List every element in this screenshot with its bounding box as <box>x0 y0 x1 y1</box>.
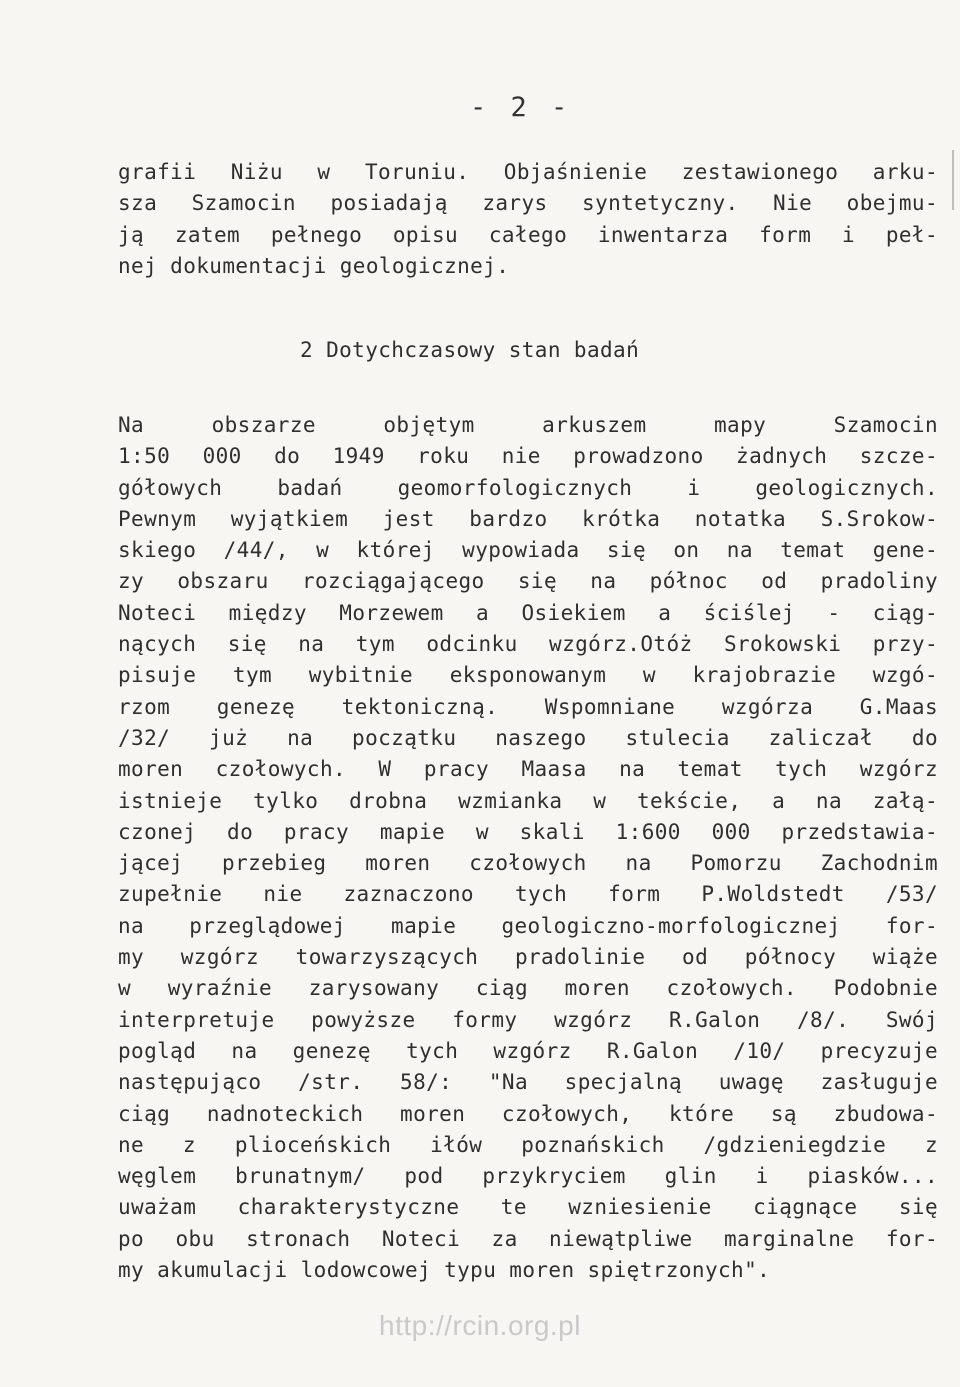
text-line: zy obszaru rozciągającego się na północ od pradoliny <box>118 569 938 594</box>
text-line: /32/ już na początku naszego stulecia zaliczał do <box>118 725 938 750</box>
text-line: ne z plioceńskich iłów poznańskich /gdzieniegdzie z <box>118 1132 938 1157</box>
text-line: czonej do pracy mapie w skali 1:600 000 przedstawia- <box>118 819 938 844</box>
intro-paragraph <box>118 157 938 282</box>
text-line: uważam charakterystyczne te wzniesienie ciągnące się <box>118 1195 938 1220</box>
text-line: ją zatem pełnego opisu całego inwentarza form i peł- <box>118 222 938 247</box>
text-line: my akumulacji lodowcowej typu moren spiętrzonych". <box>118 1258 771 1283</box>
text-line: gółowych badań geomorfologicznych i geologicznych. <box>118 475 938 500</box>
text-line: na przeglądowej mapie geologiczno-morfologicznej for- <box>118 913 938 938</box>
page-number: - 2 - <box>470 92 572 123</box>
text-line: pogląd na genezę tych wzgórz R.Galon /10/ precyzuje <box>118 1038 938 1063</box>
text-line: Na obszarze objętym arkuszem mapy Szamocin <box>118 413 938 437</box>
text-line: moren czołowych. W pracy Maasa na temat tych wzgórz <box>118 757 938 782</box>
text-line: rzom genezę tektoniczną. Wspomniane wzgórza G.Maas <box>118 694 938 719</box>
text-line: grafii Niżu w Toruniu. Objaśnienie zestawionego arku- <box>118 160 938 184</box>
text-line: skiego /44/, w której wypowiada się on na temat gene- <box>118 538 938 563</box>
text-line: Pewnym wyjątkiem jest bardzo krótka notatka S.Srokow- <box>118 506 938 531</box>
text-line: sza Szamocin posiadają zarys syntetyczny. Nie obejmu- <box>118 191 938 216</box>
text-line: następująco /str. 58/: "Na specjalną uwagę zasługuje <box>118 1070 938 1095</box>
text-line: węglem brunatnym/ pod przykryciem glin i piasków... <box>118 1164 938 1189</box>
text-line: zupełnie nie zaznaczono tych form P.Woldstedt /53/ <box>118 882 938 907</box>
text-line: my wzgórz towarzyszących pradolinie od północy wiąże <box>118 945 938 970</box>
text-line: jącej przebieg moren czołowych na Pomorzu Zachodnim <box>118 851 938 876</box>
text-line: ciąg nadnoteckich moren czołowych, które są zbudowa- <box>118 1101 938 1126</box>
text-line: pisuje tym wybitnie eksponowanym w krajobrazie wzgó- <box>118 663 938 688</box>
text-line: istnieje tylko drobna wzmianka w tekście, a na załą- <box>118 788 938 813</box>
body-paragraph <box>118 410 938 1286</box>
text-line: w wyraźnie zarysowany ciąg moren czołowych. Podobnie <box>118 976 938 1001</box>
text-line: nących się na tym odcinku wzgórz.Otóż Srokowski przy- <box>118 632 938 657</box>
page-edge-mark <box>952 150 954 210</box>
text-line: interpretuje powyższe formy wzgórz R.Galon /8/. Swój <box>118 1007 938 1032</box>
source-watermark: http://rcin.org.pl <box>379 1310 581 1341</box>
text-line: po obu stronach Noteci za niewątpliwe marginalne for- <box>118 1226 938 1251</box>
section-heading: 2 Dotychczasowy stan badań <box>300 338 640 362</box>
text-line: nej dokumentacji geologicznej. <box>118 253 510 278</box>
text-line: Noteci między Morzewem a Osiekiem a ściślej - ciąg- <box>118 600 938 625</box>
text-line: 1:50 000 do 1949 roku nie prowadzono żadnych szcze- <box>118 444 938 469</box>
